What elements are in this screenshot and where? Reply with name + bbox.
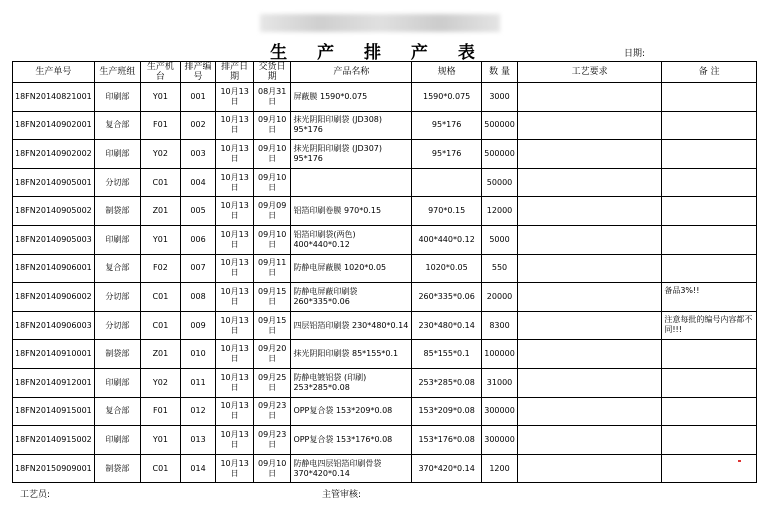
cell-plan: 10月13日 <box>216 368 254 397</box>
cell-team: 印刷部 <box>94 140 140 169</box>
cell-machine: Z01 <box>141 197 181 226</box>
cell-machine: C01 <box>141 311 181 340</box>
cell-craft <box>518 225 662 254</box>
cell-craft <box>518 83 662 112</box>
cell-team: 分切部 <box>94 283 140 312</box>
cell-note <box>662 197 757 226</box>
cell-craft <box>518 140 662 169</box>
cell-product: 铝箔印刷袋(两色) 400*440*0.12 <box>291 225 412 254</box>
cell-spec: 1590*0.075 <box>412 83 482 112</box>
cell-qty: 12000 <box>482 197 518 226</box>
cell-note <box>662 368 757 397</box>
cell-order: 18FN20140905003 <box>13 225 95 254</box>
cell-order: 18FN20140915001 <box>13 397 95 426</box>
cell-spec: 85*155*0.1 <box>412 340 482 369</box>
cell-product: 抹光阴阳印刷袋 (JD307) 95*176 <box>291 140 412 169</box>
cell-craft <box>518 197 662 226</box>
cell-product: OPP复合袋 153*209*0.08 <box>291 397 412 426</box>
cell-craft <box>518 111 662 140</box>
cell-due: 09月15日 <box>253 283 291 312</box>
cell-craft <box>518 283 662 312</box>
cell-spec: 153*209*0.08 <box>412 397 482 426</box>
cell-seq: 008 <box>180 283 216 312</box>
cell-plan: 10月13日 <box>216 311 254 340</box>
cell-order: 18FN20140912001 <box>13 368 95 397</box>
table-row <box>13 111 757 140</box>
cell-machine: Y02 <box>141 140 181 169</box>
table-row <box>13 368 757 397</box>
cell-plan: 10月13日 <box>216 225 254 254</box>
cell-machine: Y02 <box>141 368 181 397</box>
cell-plan: 10月13日 <box>216 111 254 140</box>
cell-product: 防静电四层铝箔印刷骨袋 370*420*0.14 <box>291 454 412 483</box>
cell-note <box>662 168 757 197</box>
col-header-note: 备 注 <box>662 62 757 83</box>
cell-seq: 002 <box>180 111 216 140</box>
cell-order: 18FN20140910001 <box>13 340 95 369</box>
cell-spec: 95*176 <box>412 111 482 140</box>
cell-product: OPP复合袋 153*176*0.08 <box>291 426 412 455</box>
col-header-plan-date: 排产日期 <box>216 62 254 83</box>
table-header-row <box>13 62 757 83</box>
col-header-machine: 生产机台 <box>141 62 181 83</box>
table-row <box>13 225 757 254</box>
col-header-team: 生产班组 <box>94 62 140 83</box>
cell-team: 复合部 <box>94 111 140 140</box>
table-row <box>13 283 757 312</box>
company-name-blurred <box>260 14 500 32</box>
cell-spec <box>412 168 482 197</box>
cell-product: 抹光阴阳印刷袋 (JD308) 95*176 <box>291 111 412 140</box>
cell-order: 18FN20140905001 <box>13 168 95 197</box>
cell-team: 复合部 <box>94 254 140 283</box>
cell-spec: 400*440*0.12 <box>412 225 482 254</box>
cell-qty: 20000 <box>482 283 518 312</box>
cell-due: 08月31日 <box>253 83 291 112</box>
cell-order: 18FN20140906002 <box>13 283 95 312</box>
cell-machine: Y01 <box>141 426 181 455</box>
table-row <box>13 254 757 283</box>
cell-qty: 550 <box>482 254 518 283</box>
cell-due: 09月23日 <box>253 426 291 455</box>
cell-spec: 253*285*0.08 <box>412 368 482 397</box>
cell-qty: 500000 <box>482 111 518 140</box>
cell-qty: 5000 <box>482 225 518 254</box>
cell-seq: 013 <box>180 426 216 455</box>
cell-craft <box>518 311 662 340</box>
cell-product: 四层铝箔印刷袋 230*480*0.14 <box>291 311 412 340</box>
date-label: 日期: <box>624 49 646 59</box>
cell-order: 18FN20140902001 <box>13 111 95 140</box>
cell-team: 印刷部 <box>94 426 140 455</box>
table-row <box>13 197 757 226</box>
cell-product: 抹光阴阳印刷袋 85*155*0.1 <box>291 340 412 369</box>
cell-due: 09月10日 <box>253 140 291 169</box>
cell-spec: 970*0.15 <box>412 197 482 226</box>
cell-note <box>662 83 757 112</box>
cell-order: 18FN20140906003 <box>13 311 95 340</box>
cell-note <box>662 225 757 254</box>
cell-product <box>291 168 412 197</box>
cell-qty: 300000 <box>482 397 518 426</box>
col-header-qty: 数 量 <box>482 62 518 83</box>
cell-due: 09月25日 <box>253 368 291 397</box>
cell-seq: 003 <box>180 140 216 169</box>
cell-qty: 1200 <box>482 454 518 483</box>
production-schedule-table <box>12 61 757 483</box>
cell-due: 09月11日 <box>253 254 291 283</box>
cell-spec: 95*176 <box>412 140 482 169</box>
cell-craft <box>518 397 662 426</box>
cell-machine: C01 <box>141 454 181 483</box>
cell-craft <box>518 254 662 283</box>
cell-note: 备品3%!! <box>662 283 757 312</box>
cell-spec: 370*420*0.14 <box>412 454 482 483</box>
table-row <box>13 426 757 455</box>
cell-qty: 8300 <box>482 311 518 340</box>
col-header-craft: 工艺要求 <box>518 62 662 83</box>
cell-plan: 10月13日 <box>216 197 254 226</box>
cell-seq: 004 <box>180 168 216 197</box>
cell-craft <box>518 368 662 397</box>
cell-team: 制袋部 <box>94 454 140 483</box>
cell-spec: 1020*0.05 <box>412 254 482 283</box>
cell-machine: F02 <box>141 254 181 283</box>
supervisor-label: 主管审核: <box>322 490 362 500</box>
cell-order: 18FN20140905002 <box>13 197 95 226</box>
cell-plan: 10月13日 <box>216 168 254 197</box>
cell-order: 18FN20140915002 <box>13 426 95 455</box>
cell-machine: C01 <box>141 168 181 197</box>
cell-note <box>662 454 757 483</box>
cell-note <box>662 111 757 140</box>
cell-team: 复合部 <box>94 397 140 426</box>
cell-team: 分切部 <box>94 168 140 197</box>
cell-seq: 001 <box>180 83 216 112</box>
table-row <box>13 454 757 483</box>
col-header-seq: 排产编号 <box>180 62 216 83</box>
cell-craft <box>518 426 662 455</box>
cell-craft <box>518 454 662 483</box>
cell-seq: 006 <box>180 225 216 254</box>
cell-spec: 153*176*0.08 <box>412 426 482 455</box>
cell-due: 09月15日 <box>253 311 291 340</box>
col-header-spec: 规格 <box>412 62 482 83</box>
cell-due: 09月10日 <box>253 225 291 254</box>
col-header-product: 产品名称 <box>291 62 412 83</box>
cell-due: 09月09日 <box>253 197 291 226</box>
cell-plan: 10月13日 <box>216 140 254 169</box>
cell-product: 屏蔽膜 1590*0.075 <box>291 83 412 112</box>
cell-due: 09月10日 <box>253 454 291 483</box>
cell-team: 制袋部 <box>94 340 140 369</box>
cell-note <box>662 140 757 169</box>
cell-plan: 10月13日 <box>216 426 254 455</box>
cell-seq: 010 <box>180 340 216 369</box>
cell-plan: 10月13日 <box>216 83 254 112</box>
cell-note <box>662 426 757 455</box>
cell-note: 注意每批的编号内容都不同!!! <box>662 311 757 340</box>
cell-qty: 300000 <box>482 426 518 455</box>
cell-product: 防静电屏蔽印刷袋 260*335*0.06 <box>291 283 412 312</box>
cell-qty: 31000 <box>482 368 518 397</box>
cell-team: 印刷部 <box>94 225 140 254</box>
cell-qty: 50000 <box>482 168 518 197</box>
cell-qty: 100000 <box>482 340 518 369</box>
cell-seq: 005 <box>180 197 216 226</box>
cell-plan: 10月13日 <box>216 454 254 483</box>
cell-team: 印刷部 <box>94 83 140 112</box>
red-mark <box>738 460 741 462</box>
cell-note <box>662 340 757 369</box>
cell-order: 18FN20140906001 <box>13 254 95 283</box>
craftsman-label: 工艺员: <box>20 490 51 500</box>
cell-note <box>662 397 757 426</box>
cell-machine: Z01 <box>141 340 181 369</box>
cell-qty: 3000 <box>482 83 518 112</box>
cell-seq: 009 <box>180 311 216 340</box>
col-header-due-date: 交货日期 <box>253 62 291 83</box>
table-row <box>13 311 757 340</box>
cell-team: 分切部 <box>94 311 140 340</box>
table-row <box>13 168 757 197</box>
cell-product: 铝箔印刷卷膜 970*0.15 <box>291 197 412 226</box>
cell-plan: 10月13日 <box>216 340 254 369</box>
cell-plan: 10月13日 <box>216 254 254 283</box>
cell-due: 09月23日 <box>253 397 291 426</box>
cell-seq: 011 <box>180 368 216 397</box>
cell-seq: 007 <box>180 254 216 283</box>
cell-product: 防静电镀铝袋 (印刷) 253*285*0.08 <box>291 368 412 397</box>
cell-due: 09月20日 <box>253 340 291 369</box>
cell-order: 18FN20140902002 <box>13 140 95 169</box>
table-row <box>13 397 757 426</box>
cell-note <box>662 254 757 283</box>
cell-plan: 10月13日 <box>216 397 254 426</box>
cell-machine: F01 <box>141 111 181 140</box>
cell-craft <box>518 340 662 369</box>
cell-spec: 260*335*0.06 <box>412 283 482 312</box>
cell-spec: 230*480*0.14 <box>412 311 482 340</box>
cell-due: 09月10日 <box>253 111 291 140</box>
table-row <box>13 83 757 112</box>
cell-due: 09月10日 <box>253 168 291 197</box>
cell-seq: 012 <box>180 397 216 426</box>
col-header-order: 生产单号 <box>13 62 95 83</box>
cell-product: 防静电屏蔽膜 1020*0.05 <box>291 254 412 283</box>
cell-order: 18FN20140821001 <box>13 83 95 112</box>
table-row <box>13 340 757 369</box>
cell-order: 18FN20150909001 <box>13 454 95 483</box>
cell-seq: 014 <box>180 454 216 483</box>
cell-craft <box>518 168 662 197</box>
cell-qty: 500000 <box>482 140 518 169</box>
page-title: 生 产 排 产 表 <box>270 43 487 63</box>
cell-team: 印刷部 <box>94 368 140 397</box>
cell-machine: Y01 <box>141 83 181 112</box>
table-row <box>13 140 757 169</box>
cell-plan: 10月13日 <box>216 283 254 312</box>
cell-machine: Y01 <box>141 225 181 254</box>
cell-machine: F01 <box>141 397 181 426</box>
cell-machine: C01 <box>141 283 181 312</box>
cell-team: 制袋部 <box>94 197 140 226</box>
